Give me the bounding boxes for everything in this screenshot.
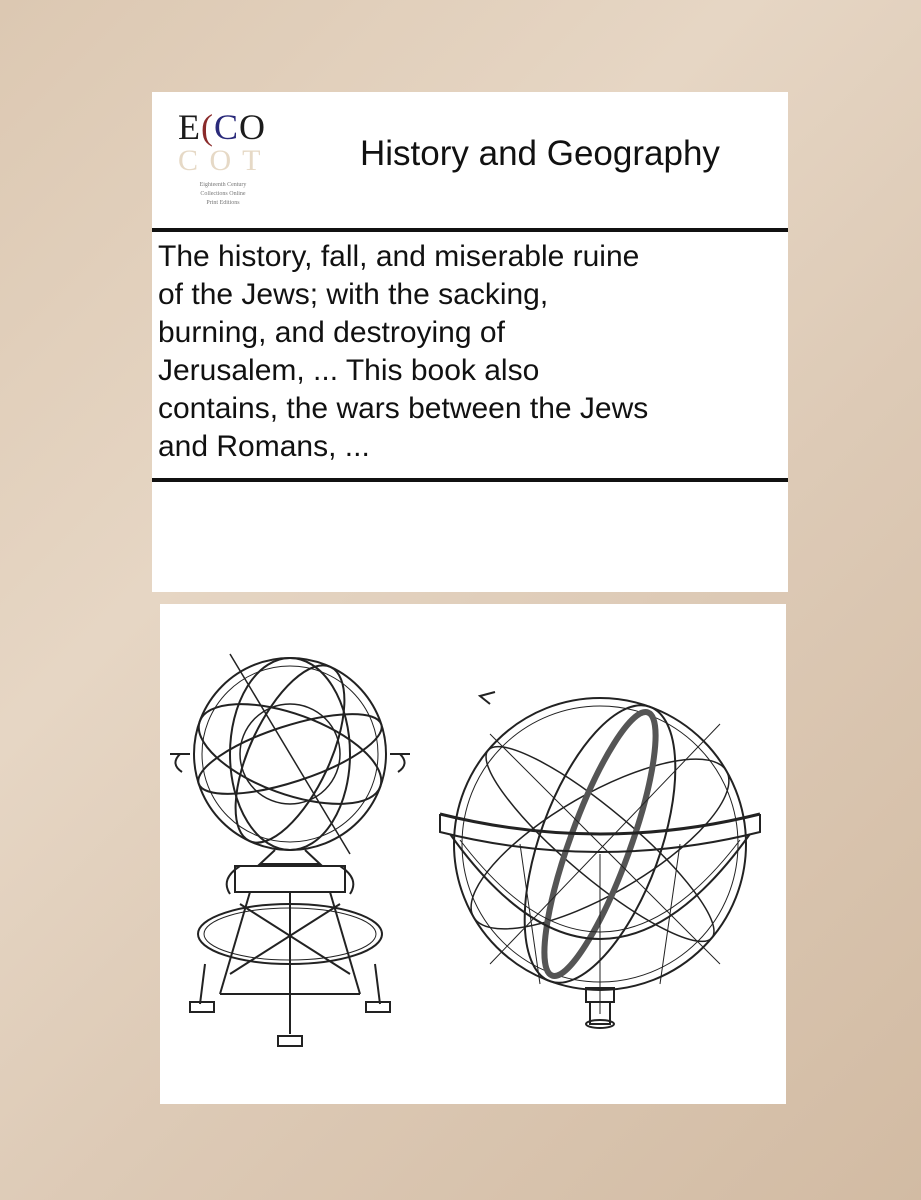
title-line: Jerusalem, ... This book also	[158, 354, 540, 387]
category-label: History and Geography	[360, 134, 720, 173]
logo-ghost-mark: C O T	[178, 144, 263, 177]
title-line: The history, fall, and miserable ruine	[158, 240, 640, 273]
ecco-logo	[172, 104, 272, 214]
illustration-panel	[160, 604, 786, 1104]
title-line: and Romans, ...	[158, 430, 370, 463]
logo-line-3: Print Editions	[206, 200, 240, 206]
title-line: burning, and destroying of	[158, 316, 505, 349]
logo-line-2: Collections Online	[200, 191, 246, 197]
bottom-rule	[152, 478, 788, 482]
logo-wordmark: E(CO	[178, 107, 267, 147]
globes-illustration	[160, 604, 786, 1104]
celestial-globe-icon	[440, 686, 760, 1028]
logo-line-1: Eighteenth Century	[199, 182, 247, 188]
top-rule	[152, 228, 788, 232]
title-line: of the Jews; with the sacking,	[158, 278, 549, 311]
armillary-sphere-icon	[170, 650, 410, 1046]
cover-text-panel	[152, 92, 788, 592]
title-line: contains, the wars between the Jews	[158, 392, 649, 425]
book-title	[158, 238, 784, 466]
